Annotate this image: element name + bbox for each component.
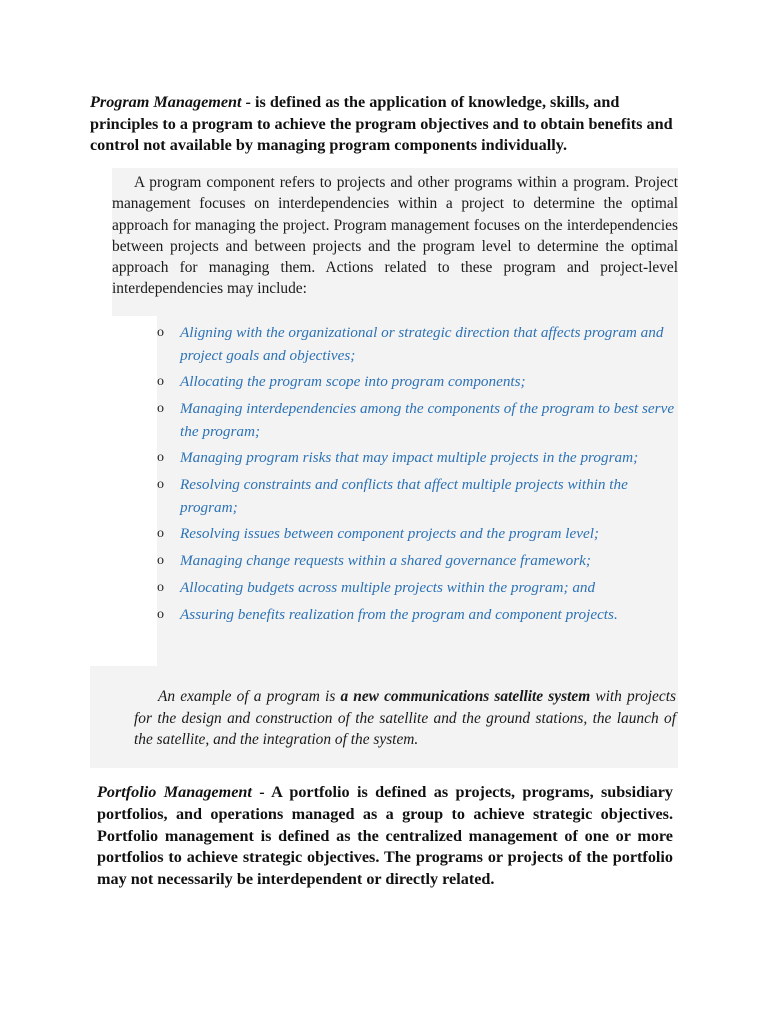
- bullet-marker-icon: o: [157, 526, 164, 542]
- list-item-text: Assuring benefits realization from the program and component projects.: [180, 605, 618, 623]
- list-item: [157, 371, 678, 394]
- list-item: [157, 577, 678, 600]
- actions-list: [157, 322, 678, 631]
- list-item: [157, 604, 678, 627]
- portfolio-management-term: Portfolio Management: [97, 783, 252, 801]
- list-item-text: Allocating budgets across multiple projects within the program; and: [180, 579, 596, 597]
- program-management-definition: is defined as the application of knowledge, skills, and principles to a program to achieve the program objectives and to obtain benefits and control not available by managing program components individually.: [90, 93, 673, 154]
- example-paragraph: [134, 686, 676, 751]
- example-lead: An example of a program is: [158, 688, 341, 705]
- example-rest: with projects for the design and construction of the satellite and the ground stations, the launch of the satellite, and the integration of the system.: [134, 688, 676, 748]
- example-highlight: a new communications satellite system: [340, 688, 591, 705]
- list-item: [157, 398, 678, 443]
- bullet-marker-icon: o: [157, 374, 164, 390]
- bullet-marker-icon: o: [157, 477, 164, 493]
- list-item-text: Resolving issues between component projects and the program level;: [180, 525, 599, 543]
- list-item-text: Managing change requests within a shared governance framework;: [180, 552, 591, 570]
- bullet-marker-icon: o: [157, 401, 164, 417]
- list-item-text: Aligning with the organizational or strategic direction that affects program and project goals and objectives;: [180, 324, 664, 364]
- bullet-marker-icon: o: [157, 580, 164, 596]
- program-management-paragraph: [90, 92, 680, 157]
- list-item-text: Allocating the program scope into program components;: [180, 373, 526, 391]
- list-item-text: Resolving constraints and conflicts that affect multiple projects within the program;: [180, 476, 628, 516]
- list-item: [157, 322, 678, 367]
- program-component-paragraph: [112, 172, 678, 300]
- bullet-marker-icon: o: [157, 606, 164, 622]
- program-management-term: Program Management -: [90, 93, 251, 111]
- list-item: [157, 474, 678, 519]
- program-component-text: A program component refers to projects and other programs within a program. Project management focuses on interdependencies within a project to determine the optimal approach for managing the project. Program management focuses on the interdependencies between projects and between projects and the program level to determine the optimal approach for managing them. Actions related to these program and project-level interdependencies may include:: [112, 174, 678, 298]
- list-item: [157, 447, 678, 470]
- bullet-marker-icon: o: [157, 450, 164, 466]
- list-item: [157, 523, 678, 546]
- list-item-text: Managing program risks that may impact multiple projects in the program;: [180, 449, 639, 467]
- list-item: [157, 550, 678, 573]
- bullet-marker-icon: o: [157, 325, 164, 340]
- bullet-marker-icon: o: [157, 553, 164, 569]
- portfolio-management-definition: - A portfolio is defined as projects, programs, subsidiary portfolios, and operations managed as a group to achieve strategic objectives. Portfolio management is defined as the centralized management of one or more portfolios to achieve strategic objectives. The programs or projects of the portfolio may not necessarily be interdependent or directly related.: [97, 783, 673, 889]
- list-item-text: Managing interdependencies among the components of the program to best serve the program;: [180, 400, 675, 440]
- portfolio-management-paragraph: [97, 782, 673, 891]
